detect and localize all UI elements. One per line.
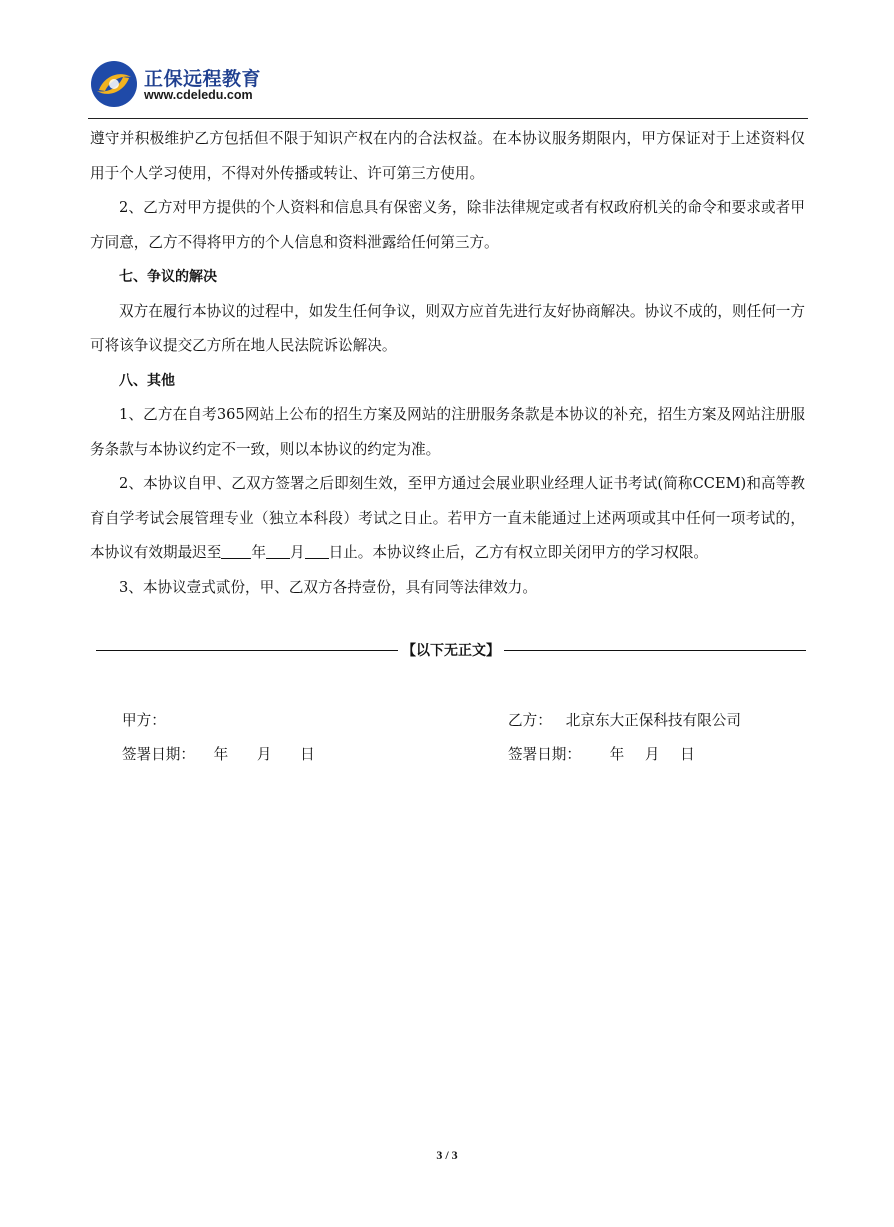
party-b-name: 北京东大正保科技有限公司	[565, 712, 741, 729]
party-a-date-label: 签署日期：	[122, 746, 195, 763]
party-b-year: 年	[609, 746, 625, 763]
document-header	[88, 58, 808, 120]
paragraph-other-2-part-a: 2、本协议自甲、乙双方签署之后即刻生效，至甲方通过会展业职业经理人证书考试(简称CCEM)和高等教育自学考试会展管理专业（独立本科段）考试之日止。若甲方一直未能通过上述两项或其中任何一项考试的，本协议有效期最迟至	[90, 475, 805, 561]
section-heading-other: 八、其他	[119, 372, 175, 389]
end-of-text-label: 【以下无正文】	[402, 643, 500, 659]
end-of-text-marker	[96, 638, 806, 662]
party-b-day: 日	[680, 746, 695, 763]
month-blank	[266, 544, 290, 559]
party-b-signature	[508, 709, 741, 730]
party-b-date	[508, 743, 695, 764]
agreement-body	[90, 122, 805, 605]
paragraph-other-2	[90, 467, 805, 571]
paragraph-continued: 遵守并积极维护乙方包括但不限于知识产权在内的合法权益。在本协议服务期限内，甲方保证对于上述资料仅用于个人学习使用，不得对外传播或转让、许可第三方使用。	[90, 130, 805, 182]
year-char: 年	[251, 544, 266, 561]
company-logo-icon	[90, 60, 138, 108]
paragraph-other-2-part-b: 日止。本协议终止后，乙方有权立即关闭甲方的学习权限。	[328, 544, 709, 561]
brand-url: www.cdeledu.com	[144, 88, 253, 102]
header-divider	[88, 118, 808, 119]
party-a-day: 日	[300, 746, 315, 763]
paragraph-other-3: 3、本协议壹式贰份，甲、乙双方各持壹份，具有同等法律效力。	[119, 578, 537, 596]
party-b-date-label: 签署日期：	[508, 746, 581, 763]
party-a-month: 月	[256, 746, 272, 763]
party-a-year: 年	[213, 746, 229, 763]
party-b-label: 乙方：	[508, 712, 552, 729]
section-heading-dispute: 七、争议的解决	[119, 269, 217, 285]
brand-name: 正保远程教育	[144, 68, 262, 90]
party-a-date	[122, 743, 315, 764]
party-a-label: 甲方：	[122, 712, 166, 729]
paragraph-dispute: 双方在履行本协议的过程中，如发生任何争议，则双方应首先进行友好协商解决。协议不成的，则任何一方可将该争议提交乙方所在地人民法院诉讼解决。	[90, 302, 805, 354]
party-b-month: 月	[644, 746, 660, 763]
end-rule-right	[504, 650, 806, 651]
page-number: 3 / 3	[436, 1148, 458, 1162]
month-char: 月	[289, 544, 305, 561]
day-blank	[305, 544, 329, 559]
paragraph-other-1: 1、乙方在自考365网站上公布的招生方案及网站的注册服务条款是本协议的补充，招生方案及网站注册服务条款与本协议约定不一致，则以本协议的约定为准。	[90, 406, 805, 458]
party-a-signature	[122, 709, 166, 730]
year-blank	[221, 544, 251, 559]
paragraph-privacy: 2、乙方对甲方提供的个人资料和信息具有保密义务，除非法律规定或者有权政府机关的命令和要求或者甲方同意，乙方不得将甲方的个人信息和资料泄露给任何第三方。	[90, 199, 805, 251]
end-rule-left	[96, 650, 398, 651]
